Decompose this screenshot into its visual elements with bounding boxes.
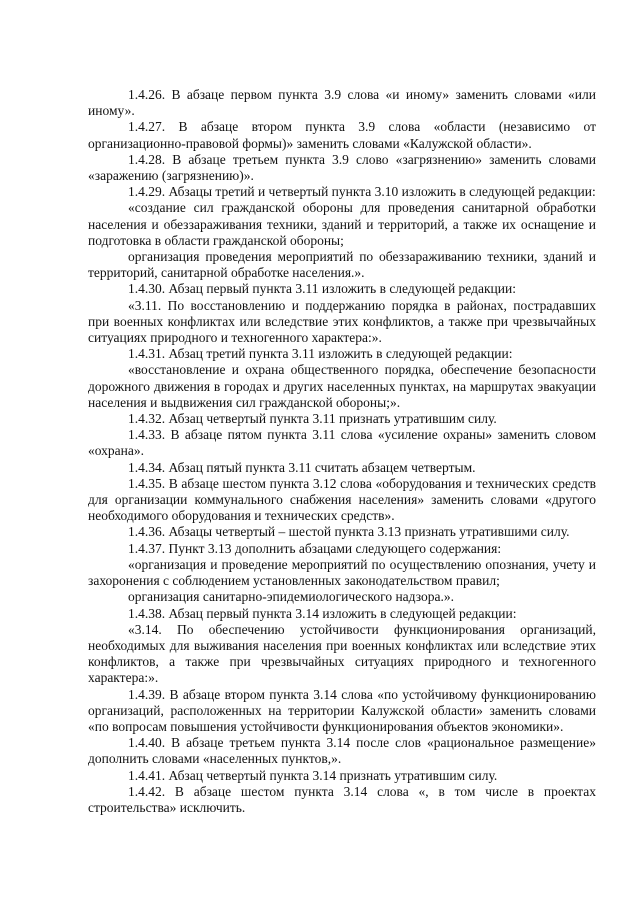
paragraph-1-4-42: 1.4.42. В абзаце шестом пункта 3.14 слова «, в том числе в проектах строительства» исключить. <box>88 783 596 815</box>
paragraph-1-4-35: 1.4.35. В абзаце шестом пункта 3.12 слова «оборудования и технических средств для организации коммунального снабжения населения» заменить словами «другого необходимого оборудования и технических средств». <box>88 475 596 524</box>
paragraph-1-4-34: 1.4.34. Абзац пятый пункта 3.11 считать абзацем четвертым. <box>128 459 476 475</box>
paragraph-1-4-33: 1.4.33. В абзаце пятом пункта 3.11 слова «усиление охраны» заменить словом «охрана». <box>88 427 596 459</box>
paragraph-1-4-26: 1.4.26. В абзаце первом пункта 3.9 слова «и иному» заменить словами «или иному». <box>88 87 596 119</box>
paragraph-1-4-40: 1.4.40. В абзаце третьем пункта 3.14 после слов «рациональное размещение» дополнить словами «населенных пунктов,». <box>88 735 596 767</box>
paragraph-1-4-32: 1.4.32. Абзац четвертый пункта 3.11 признать утратившим силу. <box>128 411 497 427</box>
paragraph-1-4-39: 1.4.39. В абзаце втором пункта 3.14 слова «по устойчивому функционированию организаций, расположенных на территории Калужской области» заменить словами «по вопросам повышения устойчивости функционирования объектов экономики». <box>88 686 596 734</box>
quoted-paragraph: организация санитарно-эпидемиологического надзора.». <box>128 589 454 605</box>
paragraph-1-4-38: 1.4.38. Абзац первый пункта 3.14 изложить в следующей редакции: <box>128 605 517 621</box>
paragraph-1-4-30: 1.4.30. Абзац первый пункта 3.11 изложить в следующей редакции: <box>128 281 516 297</box>
paragraph-1-4-36: 1.4.36. Абзацы четвертый – шестой пункта 3.13 признать утратившими силу. <box>128 524 570 540</box>
quoted-paragraph: организация проведения мероприятий по обеззараживанию техники, зданий и территорий, санитарной обработке населения.». <box>88 249 596 281</box>
quoted-paragraph: «3.11. По восстановлению и поддержанию порядка в районах, пострадавших при военных конфликтах или вследствие этих конфликтов, а также при чрезвычайных ситуациях природного и техногенного характера:». <box>88 297 596 346</box>
paragraph-1-4-29: 1.4.29. Абзацы третий и четвертый пункта 3.10 изложить в следующей редакции: <box>128 184 596 200</box>
paragraph-1-4-37: 1.4.37. Пункт 3.13 дополнить абзацами следующего содержания: <box>128 540 502 556</box>
paragraph-1-4-28: 1.4.28. В абзаце третьем пункта 3.9 слово «загрязнению» заменить словами «заражению (загрязнению)». <box>88 151 596 184</box>
paragraph-1-4-41: 1.4.41. Абзац четвертый пункта 3.14 признать утратившим силу. <box>128 767 498 783</box>
quoted-paragraph: «создание сил гражданской обороны для проведения санитарной обработки населения и обеззараживания техники, зданий и территорий, а также их оснащение и подготовка в области гражданской обороны; <box>88 200 596 248</box>
quoted-paragraph: «восстановление и охрана общественного порядка, обеспечение безопасности дорожного движения в городах и других населенных пунктах, на маршрутах эвакуации населения и выдвижения сил гражданской обороны;». <box>88 362 596 410</box>
quoted-paragraph: «3.14. По обеспечению устойчивости функционирования организаций, необходимых для выживания населения при военных конфликтах или вследствие этих конфликтов, а также при чрезвычайных ситуациях природного и техногенного характера:». <box>88 621 596 686</box>
paragraph-1-4-31: 1.4.31. Абзац третий пункта 3.11 изложить в следующей редакции: <box>128 346 513 362</box>
quoted-paragraph: «организация и проведение мероприятий по осуществлению опознания, учету и захоронения с соблюдением установленных законодательством правил; <box>88 556 596 589</box>
paragraph-1-4-27: 1.4.27. В абзаце втором пункта 3.9 слова «области (независимо от организационно-правовой формы)» заменить словами «Калужской области». <box>88 119 596 151</box>
